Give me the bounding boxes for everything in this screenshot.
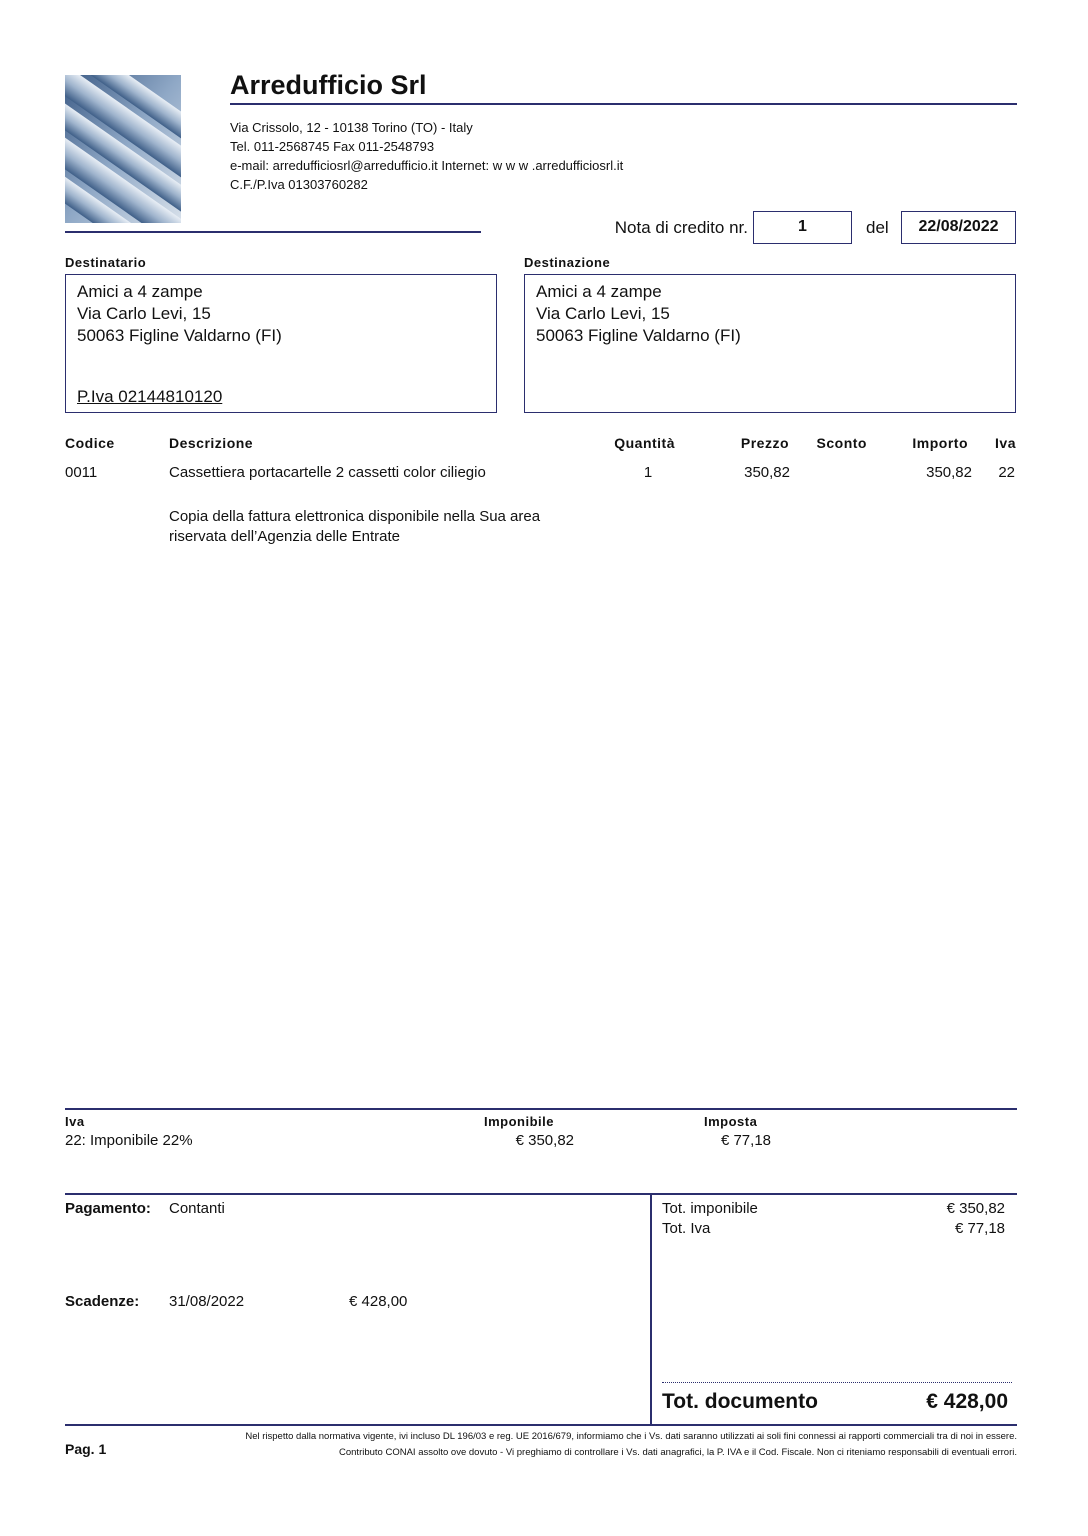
destinatario-piva: P.Iva 02144810120 <box>77 387 223 406</box>
tot-documento-label: Tot. documento <box>662 1390 818 1413</box>
vat-row-imposta: € 77,18 <box>720 1132 771 1149</box>
company-contacts: e-mail: arredufficiosrl@arredufficio.it Internet: w w w .arredufficiosrl.it <box>230 158 624 173</box>
doc-date: 22/08/2022 <box>901 211 1016 244</box>
payment-value: Contanti <box>169 1200 225 1217</box>
page-number: Pag. 1 <box>65 1441 107 1457</box>
company-address: Via Crissolo, 12 - 10138 Torino (TO) - Italy <box>230 120 473 135</box>
vat-imposta-label: Imposta <box>704 1114 758 1129</box>
doc-number: 1 <box>753 211 852 244</box>
scadenze-amount: € 428,00 <box>349 1293 408 1310</box>
vat-imponibile-label: Imponibile <box>484 1114 554 1129</box>
company-logo <box>65 75 181 223</box>
company-tax-id: C.F./P.Iva 01303760282 <box>230 177 368 192</box>
destinatario-street: Via Carlo Levi, 15 <box>77 304 211 323</box>
vat-iva-label: Iva <box>65 1114 85 1129</box>
col-quantita: Quantità <box>614 435 675 451</box>
destinatario-label: Destinatario <box>65 255 147 270</box>
col-codice: Codice <box>65 435 115 451</box>
tot-documento-value: € 428,00 <box>926 1390 1008 1413</box>
vat-row-imponibile: € 350,82 <box>515 1132 574 1149</box>
logo-rule <box>65 231 481 233</box>
destinazione-box <box>524 274 1016 413</box>
scadenze-date: 31/08/2022 <box>169 1293 245 1310</box>
totals-divider <box>650 1193 652 1425</box>
tot-iva-value: € 77,18 <box>954 1220 1005 1237</box>
note-line-1: Copia della fattura elettronica disponibile nella Sua area <box>169 508 541 525</box>
item-importo: 350,82 <box>926 464 972 481</box>
destinazione-street: Via Carlo Levi, 15 <box>536 304 670 323</box>
footer-rule <box>65 1424 1017 1426</box>
col-prezzo: Prezzo <box>740 435 789 451</box>
col-descrizione: Descrizione <box>169 435 254 451</box>
conai-notice: Contributo CONAI assolto ove dovuto - Vi preghiamo di controllare i Vs. dati anagrafici, la P. IVA e il Cod. Fiscale. Non ci riteniamo responsabili di eventuali errori. <box>339 1447 1017 1458</box>
doc-type-label: Nota di credito nr. <box>614 218 748 237</box>
tot-iva-label: Tot. Iva <box>662 1220 711 1237</box>
destinatario-name: Amici a 4 zampe <box>77 282 203 301</box>
destinatario-box <box>65 274 497 413</box>
col-iva: Iva <box>995 435 1016 451</box>
item-quantita: 1 <box>643 464 653 481</box>
header-rule <box>230 103 1017 105</box>
item-prezzo: 350,82 <box>744 464 790 481</box>
item-iva: 22 <box>998 464 1015 481</box>
destinatario-city: 50063 Figline Valdarno (FI) <box>77 326 282 345</box>
company-phones: Tel. 011-2568745 Fax 011-2548793 <box>230 139 435 154</box>
destinazione-city: 50063 Figline Valdarno (FI) <box>536 326 741 345</box>
vat-row-iva: 22: Imponibile 22% <box>65 1132 193 1149</box>
note-line-2: riservata dell’Agenzia delle Entrate <box>169 528 400 545</box>
totals-dotted-rule <box>662 1382 1012 1383</box>
privacy-notice: Nel rispetto dalla normativa vigente, ivi incluso DL 196/03 e reg. UE 2016/679, informiamo che i Vs. dati saranno utilizzati ai soli fini connessi ai rapporti commerciali tra di noi in essere. <box>245 1431 1017 1442</box>
tot-imponibile-label: Tot. imponibile <box>662 1200 758 1217</box>
doc-del-label: del <box>866 218 889 237</box>
tot-imponibile-value: € 350,82 <box>946 1200 1005 1217</box>
destinazione-label: Destinazione <box>524 255 611 270</box>
scadenze-label: Scadenze: <box>65 1293 140 1310</box>
item-codice: 0011 <box>65 464 98 481</box>
payment-rule <box>65 1193 1017 1195</box>
company-name: Arredufficio Srl <box>230 70 427 100</box>
destinazione-name: Amici a 4 zampe <box>536 282 662 301</box>
col-sconto: Sconto <box>816 435 867 451</box>
vat-summary-rule <box>65 1108 1017 1110</box>
payment-label: Pagamento: <box>65 1200 151 1217</box>
item-descrizione: Cassettiera portacartelle 2 cassetti color ciliegio <box>169 464 486 481</box>
col-importo: Importo <box>912 435 968 451</box>
